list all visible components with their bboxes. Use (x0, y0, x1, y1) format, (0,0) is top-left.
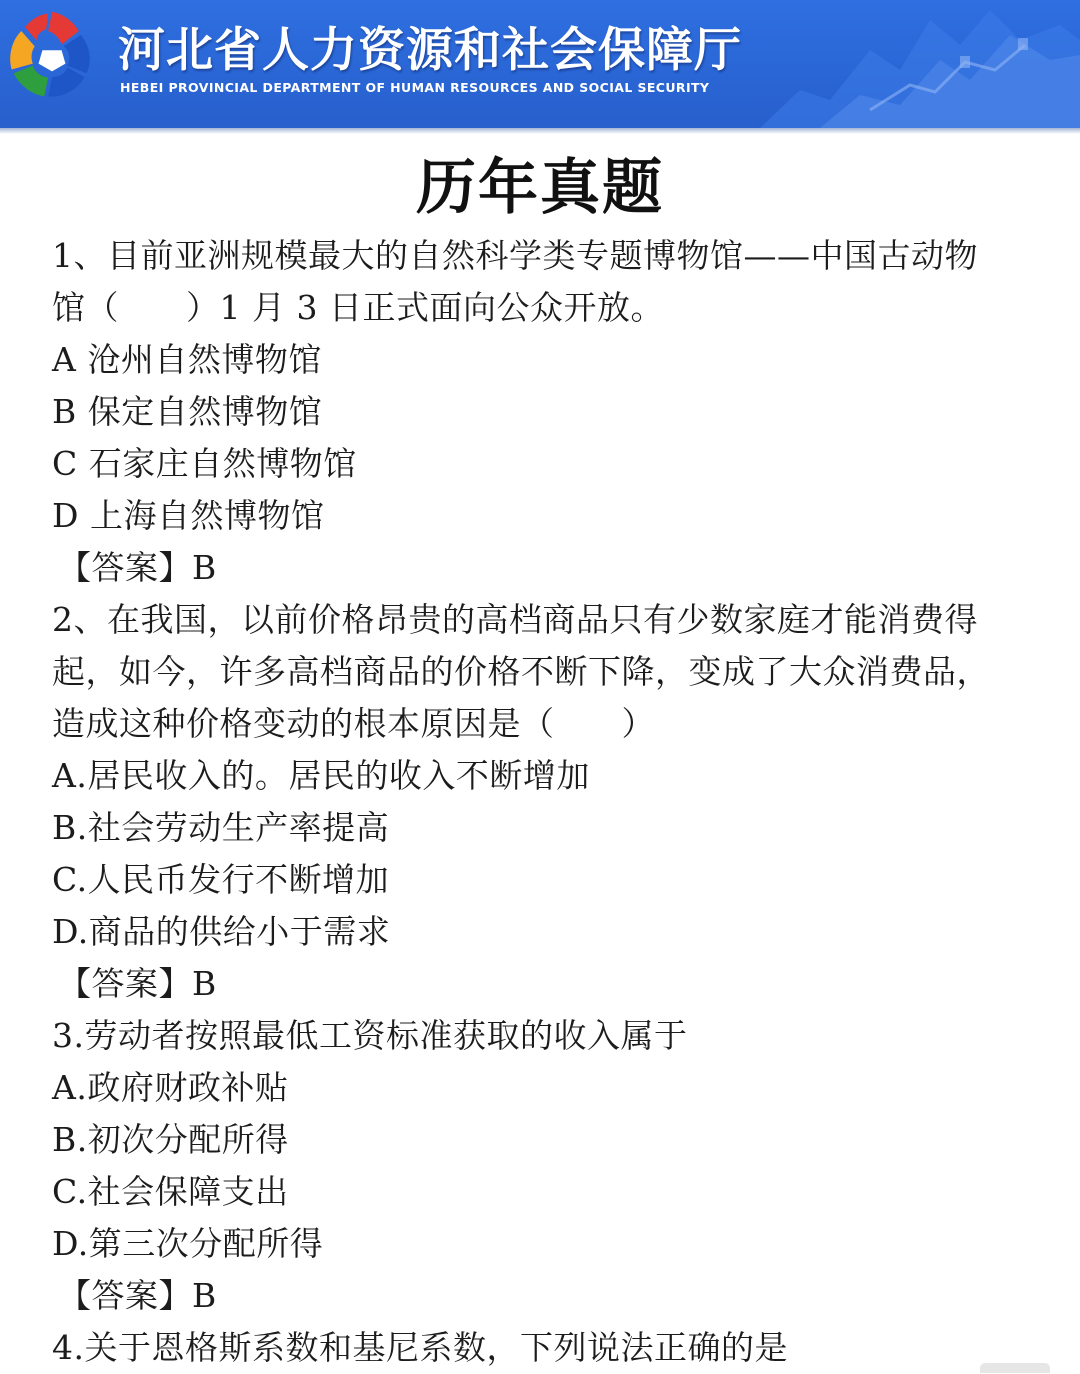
answer: 【答案】B (58, 1276, 217, 1315)
option-b: B.初次分配所得 (52, 1120, 289, 1159)
department-name: 河北省人力资源和社会保障厅 (118, 23, 742, 78)
question-4 (52, 1322, 1042, 1374)
question-2 (52, 594, 1042, 1010)
answer: 【答案】B (58, 548, 217, 587)
option-a: A 沧州自然博物馆 (52, 340, 322, 379)
option-b: B.社会劳动生产率提高 (52, 808, 390, 847)
question-text: 3.劳动者按照最低工资标准获取的收入属于 (52, 1016, 688, 1055)
question-text: 4.关于恩格斯系数和基尼系数，下列说法正确的是 (52, 1328, 788, 1367)
option-b: B 保定自然博物馆 (52, 392, 323, 431)
option-d: D.第三次分配所得 (52, 1224, 324, 1263)
department-name-english: HEBEI PROVINCIAL DEPARTMENT OF HUMAN RESOURCES AND SOCIAL SECURITY (120, 80, 710, 95)
answer: 【答案】B (58, 964, 217, 1003)
banner-shadow (0, 128, 1080, 134)
page-title: 历年真题 (416, 153, 664, 223)
question-text: 造成这种价格变动的根本原因是（ ） (52, 704, 655, 743)
option-d: D.商品的供给小于需求 (52, 912, 391, 951)
option-c: C.社会保障支出 (52, 1172, 289, 1211)
option-a: A.居民收入的。居民的收入不断增加 (52, 756, 590, 795)
question-text: 起，如今，许多高档商品的价格不断下降，变成了大众消费品， (52, 652, 990, 691)
corner-watermark (980, 1363, 1050, 1373)
option-a: A.政府财政补贴 (52, 1068, 289, 1107)
question-text: 1、目前亚洲规模最大的自然科学类专题博物馆——中国古动物 (52, 236, 978, 275)
question-text: 馆（ ）1 月 3 日正式面向公众开放。 (52, 288, 664, 327)
question-text: 2、在我国，以前价格昂贵的高档商品只有少数家庭才能消费得 (52, 600, 978, 639)
option-d: D 上海自然博物馆 (52, 496, 325, 535)
option-c: C.人民币发行不断增加 (52, 860, 390, 899)
hebei-hrss-emblem-icon (4, 8, 100, 104)
header-banner (0, 0, 1080, 128)
question-3 (52, 1010, 1042, 1322)
question-1 (52, 230, 1042, 594)
exam-questions (52, 230, 1042, 1374)
great-wall-mountain-decoration (760, 0, 1080, 128)
option-c: C 石家庄自然博物馆 (52, 444, 357, 483)
